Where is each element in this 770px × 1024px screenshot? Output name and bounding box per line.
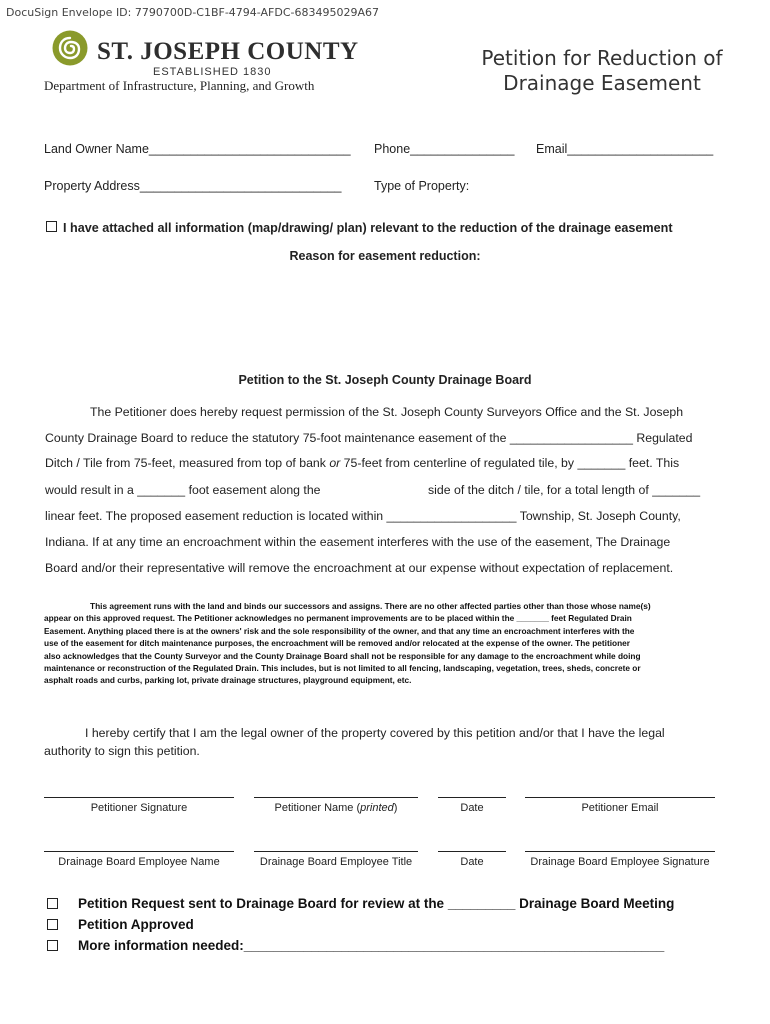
fine-print-line: maintenance or reconstruction of the Regulated Drain. This includes, but is not limited to all fencing, landscaping, vegetation, trees, sheds, concrete or xyxy=(44,663,641,674)
title-line-1: Petition for Reduction of xyxy=(481,46,723,70)
petitioner-name-line[interactable] xyxy=(254,797,418,798)
employee-signature-line[interactable] xyxy=(525,851,715,852)
fine-print xyxy=(44,600,728,687)
more-info-checkbox[interactable] xyxy=(47,940,58,951)
employee-title-label: Drainage Board Employee Title xyxy=(259,856,413,868)
petition-line-5: linear feet. The proposed easement reduction is located within ___________________ Township, St. Joseph County, xyxy=(45,509,681,523)
sent-checkbox[interactable] xyxy=(47,898,58,909)
employee-title-line[interactable] xyxy=(254,851,418,852)
fine-print-line: This agreement runs with the land and binds our successors and assigns. There are no other affected parties other than those whose name(s) xyxy=(90,601,651,611)
employee-name-line[interactable] xyxy=(44,851,234,852)
approved-checkbox[interactable] xyxy=(47,919,58,930)
petition-line-4b: side of the ditch / tile, for a total length of _______ xyxy=(428,483,701,497)
land-owner-field[interactable]: Land Owner Name_____________________________ xyxy=(44,142,351,156)
fine-print-line: Easement. Anything placed there is at the owners' risk and the sole responsibility of the owner, and that any time an encroachment interferes with the xyxy=(44,625,635,636)
date-label-1: Date xyxy=(460,802,484,814)
petition-line-2: County Drainage Board to reduce the statutory 75-foot maintenance easement of the __________________ Regulated xyxy=(45,431,693,445)
more-info-label: More information needed:________________________________________________________ xyxy=(78,938,665,953)
phone-field[interactable]: Phone_______________ xyxy=(374,142,515,156)
petition-line-4a: would result in a _______ foot easement along the xyxy=(45,483,321,497)
county-logo-icon xyxy=(52,30,88,66)
department-name: Department of Infrastructure, Planning, and Growth xyxy=(44,78,315,93)
type-of-property-field[interactable]: Type of Property: xyxy=(374,179,470,193)
petitioner-signature-label: Petitioner Signature xyxy=(90,802,188,814)
certify-line-2: authority to sign this petition. xyxy=(44,744,200,758)
county-name: ST. JOSEPH COUNTY xyxy=(97,38,359,65)
petitioner-email-line[interactable] xyxy=(525,797,715,798)
date-label-2: Date xyxy=(460,856,484,868)
fine-print-line: appear on this approved request. The Petitioner acknowledges no permanent improvements are to be placed within the _______ feet Regulated Drain xyxy=(44,613,632,624)
docusign-envelope-id: DocuSign Envelope ID: 7790700D-C1BF-4794-AFDC-683495029A67 xyxy=(6,6,380,19)
certify-line-1: I hereby certify that I am the legal owner of the property covered by this petition and/or that I have the legal xyxy=(85,726,665,740)
sent-to-board-label: Petition Request sent to Drainage Board for review at the _________ Drainage Board Meeting xyxy=(78,896,675,911)
petition-line-3: Ditch / Tile from 75-feet, measured from top of bank or 75-feet from centerline of regulated tile, by _______ feet. This xyxy=(45,456,680,470)
property-address-field[interactable]: Property Address_____________________________ xyxy=(44,179,342,193)
email-field[interactable]: Email_____________________ xyxy=(536,142,714,156)
fine-print-line: also acknowledges that the County Surveyor and the County Drainage Board shall not be responsible for any damage to the encroachment while doing xyxy=(44,650,641,661)
petition-line-1: The Petitioner does hereby request permission of the St. Joseph County Surveyors Office and the St. Joseph xyxy=(90,405,684,419)
petitioner-signature-line[interactable] xyxy=(44,797,234,798)
petition-line-7: Board and/or their representative will remove the encroachment at our expense without expectation of replacement. xyxy=(45,561,674,575)
attached-info-label: I have attached all information (map/drawing/ plan) relevant to the reduction of the drainage easement xyxy=(63,221,673,235)
attached-checkbox[interactable] xyxy=(46,221,57,232)
employee-name-label: Drainage Board Employee Name xyxy=(58,856,220,868)
petitioner-name-label: Petitioner Name (printed) xyxy=(274,802,398,814)
reason-heading: Reason for easement reduction: xyxy=(289,249,481,263)
document-title xyxy=(466,46,738,96)
approved-label: Petition Approved xyxy=(78,917,194,932)
title-line-2: Drainage Easement xyxy=(503,71,701,95)
fine-print-line: asphalt roads and curbs, parking lot, private drainage structures, playground equipment, etc. xyxy=(44,675,412,686)
petitioner-email-label: Petitioner Email xyxy=(581,802,659,814)
established-label: ESTABLISHED 1830 xyxy=(153,66,272,78)
fine-print-line: use of the easement for ditch maintenance purposes, the encroachment will be removed and/or relocated at the expense of the owner. The petitioner xyxy=(44,638,630,649)
employee-signature-label: Drainage Board Employee Signature xyxy=(530,856,710,868)
petition-line-6: Indiana. If at any time an encroachment within the easement interferes with the use of the easement, The Drainage xyxy=(45,535,671,549)
petition-heading: Petition to the St. Joseph County Drainage Board xyxy=(238,373,532,387)
date-line-2[interactable] xyxy=(438,851,506,852)
attached-info-row[interactable] xyxy=(46,221,673,235)
date-line-1[interactable] xyxy=(438,797,506,798)
